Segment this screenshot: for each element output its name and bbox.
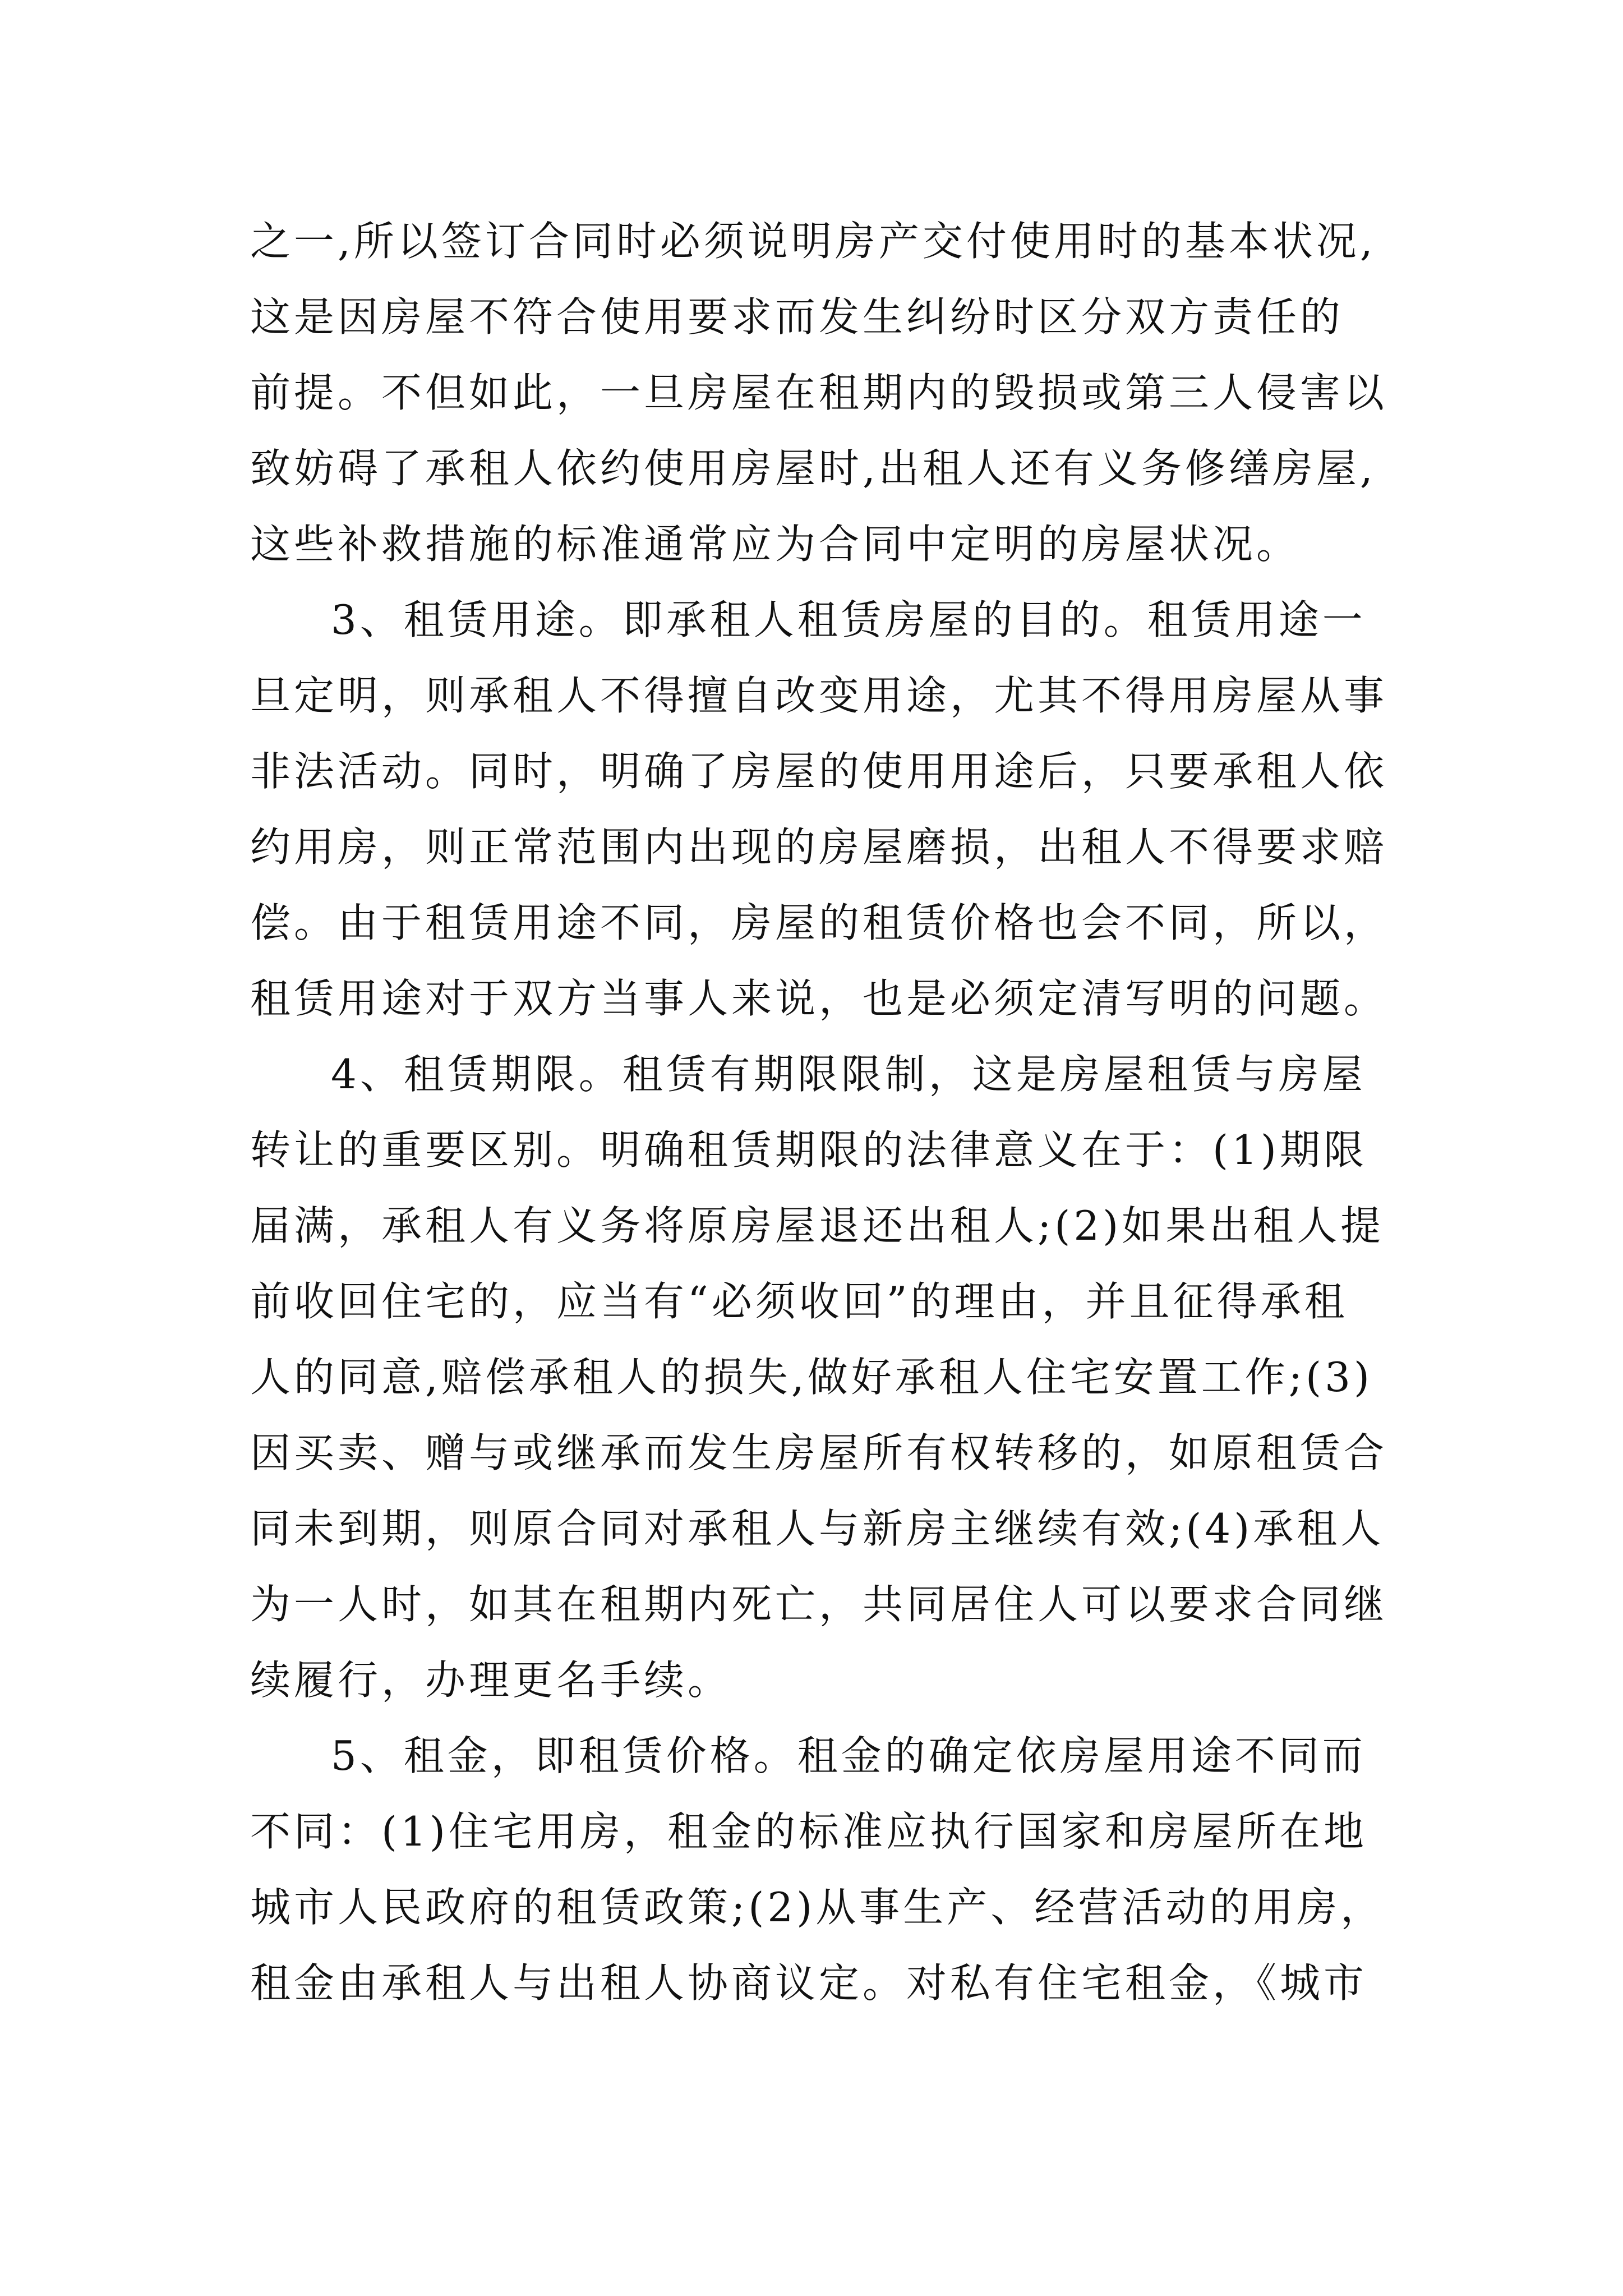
text-line: 同未到期，则原合同对承租人与新房主继续有效;(4)承租人 — [250, 1505, 1385, 1552]
text-line: 不同：(1)住宅用房，租金的标准应执行国家和房屋所在地 — [250, 1808, 1367, 1855]
document-body — [250, 204, 1394, 2021]
text-line: 这些补救措施的标准通常应为合同中定明的房屋状况。 — [250, 521, 1301, 568]
text-line: 这是因房屋不符合使用要求而发生纠纷时区分双方责任的 — [250, 293, 1344, 341]
paragraph — [250, 1718, 1394, 2021]
text-line: 转让的重要区别。明确租赁期限的法律意义在于：(1)期限 — [250, 1126, 1367, 1174]
text-line: 城市人民政府的租赁政策;(2)从事生产、经营活动的用房， — [250, 1884, 1385, 1931]
text-line: 非法活动。同时，明确了房屋的使用用途后，只要承租人依 — [250, 748, 1388, 795]
text-line: 届满，承租人有义务将原房屋退还出租人;(2)如果出租人提 — [250, 1202, 1385, 1249]
text-line: 致妨碍了承租人依约使用房屋时,出租人还有义务修缮房屋, — [250, 445, 1376, 492]
text-line: 之一,所以签订合同时必须说明房产交付使用时的基本状况, — [250, 218, 1376, 265]
paragraph — [250, 1037, 1394, 1718]
text-line: 因买卖、赠与或继承而发生房屋所有权转移的，如原租赁合 — [250, 1429, 1388, 1476]
text-line: 4、租赁期限。租赁有期限限制，这是房屋租赁与房屋 — [331, 1051, 1366, 1098]
text-line: 为一人时，如其在租期内死亡，共同居住人可以要求合同继 — [250, 1581, 1388, 1628]
text-line: 前提。不但如此，一旦房屋在租期内的毁损或第三人侵害以 — [250, 369, 1388, 416]
text-line: 约用房，则正常范围内出现的房屋磨损，出租人不得要求赔 — [250, 823, 1388, 871]
text-line: 租金由承租人与出租人协商议定。对私有住宅租金，《城市 — [250, 1959, 1368, 2007]
paragraph — [250, 204, 1394, 582]
text-line: 租赁用途对于双方当事人来说，也是必须定清写明的问题。 — [250, 975, 1388, 1022]
text-line: 旦定明，则承租人不得擅自改变用途，尤其不得用房屋从事 — [250, 672, 1388, 719]
text-line: 前收回住宅的，应当有“必须收回”的理由，并且征得承租 — [250, 1278, 1348, 1325]
paragraph — [250, 582, 1394, 1037]
text-line: 3、租赁用途。即承租人租赁房屋的目的。租赁用途一 — [331, 596, 1366, 643]
text-line: 续履行，办理更名手续。 — [250, 1657, 732, 1704]
text-line: 人的同意,赔偿承租人的损失,做好承租人住宅安置工作;(3) — [250, 1354, 1373, 1401]
text-line: 5、租金，即租赁价格。租金的确定依房屋用途不同而 — [331, 1732, 1366, 1779]
text-line: 偿。由于租赁用途不同，房屋的租赁价格也会不同，所以， — [250, 899, 1388, 946]
